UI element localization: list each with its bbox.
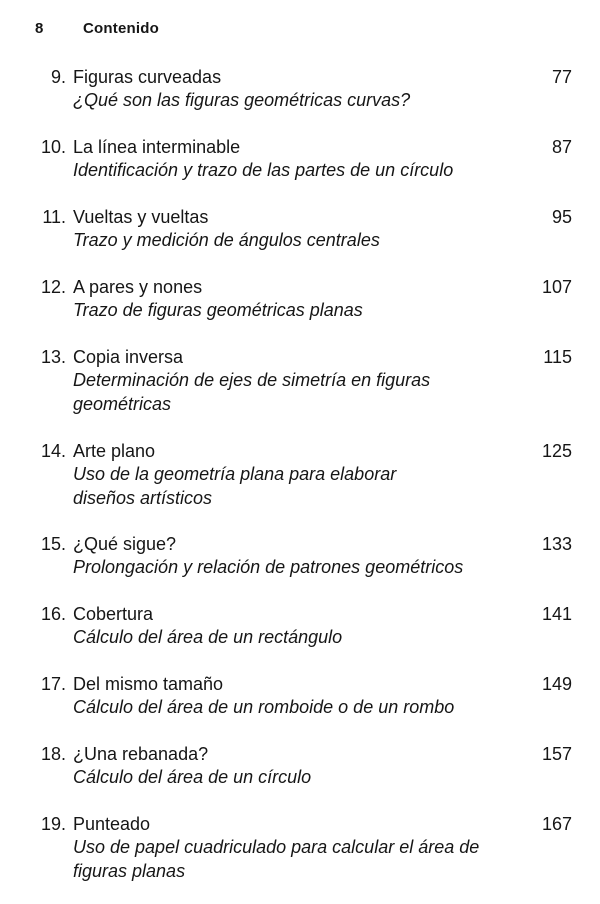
entry-page: 141 (541, 604, 572, 624)
entry-subtitle: Cálculo del área de un romboide o de un rombo (73, 697, 455, 717)
entry-subtitle: Uso de la geometría plana para elaborar diseños artísticos (73, 464, 397, 508)
entry-page: 77 (551, 67, 572, 87)
entry-number: 15. (40, 534, 66, 554)
entry-subtitle: Prolongación y relación de patrones geométricos (73, 557, 464, 577)
entry-title: ¿Una rebanada? (73, 744, 209, 764)
header-page-number: 8 (35, 20, 44, 37)
entry-page: 149 (541, 674, 572, 694)
entry-title: Cobertura (73, 604, 154, 624)
entry-title: La línea interminable (73, 137, 241, 157)
entry-subtitle: Cálculo del área de un rectángulo (73, 627, 343, 647)
entry-number: 18. (40, 744, 66, 764)
entry-subtitle: Determinación de ejes de simetría en figuras geométricas (73, 370, 431, 414)
entry-subtitle: Cálculo del área de un círculo (73, 767, 312, 787)
entry-title: Figuras curveadas (73, 67, 222, 87)
entry-page: 167 (541, 814, 572, 834)
entry-number: 17. (40, 674, 66, 694)
entry-subtitle: Uso de papel cuadriculado para calcular el área de figuras planas (73, 837, 480, 881)
entry-page: 133 (541, 534, 572, 554)
entry-page: 125 (541, 441, 572, 461)
entry-title: Del mismo tamaño (73, 674, 224, 694)
entry-page: 115 (543, 347, 572, 367)
entry-number: 12. (40, 277, 66, 297)
entry-subtitle: Identificación y trazo de las partes de un círculo (73, 160, 454, 180)
entry-number: 14. (40, 441, 66, 461)
entry-page: 95 (551, 207, 572, 227)
entry-title: Punteado (73, 814, 151, 834)
entry-title: Arte plano (73, 441, 156, 461)
entry-number: 13. (40, 347, 66, 367)
entry-subtitle: Trazo y medición de ángulos centrales (73, 230, 380, 250)
entry-subtitle: Trazo de figuras geométricas planas (73, 300, 363, 320)
entry-title: ¿Qué sigue? (73, 534, 177, 554)
entry-subtitle: ¿Qué son las figuras geométricas curvas? (73, 90, 411, 110)
entry-number: 10. (40, 137, 66, 157)
entry-title: Copia inversa (73, 347, 184, 367)
entry-title: Vueltas y vueltas (73, 207, 209, 227)
entry-title: A pares y nones (73, 277, 203, 297)
entry-page: 157 (541, 744, 572, 764)
entry-number: 19. (40, 814, 66, 834)
entry-number: 16. (40, 604, 66, 624)
entry-page: 107 (541, 277, 572, 297)
entry-number: 9. (50, 67, 66, 87)
page-header (35, 20, 159, 37)
entry-page: 87 (551, 137, 572, 157)
header-title: Contenido (83, 20, 159, 37)
entry-number: 11. (42, 207, 66, 227)
